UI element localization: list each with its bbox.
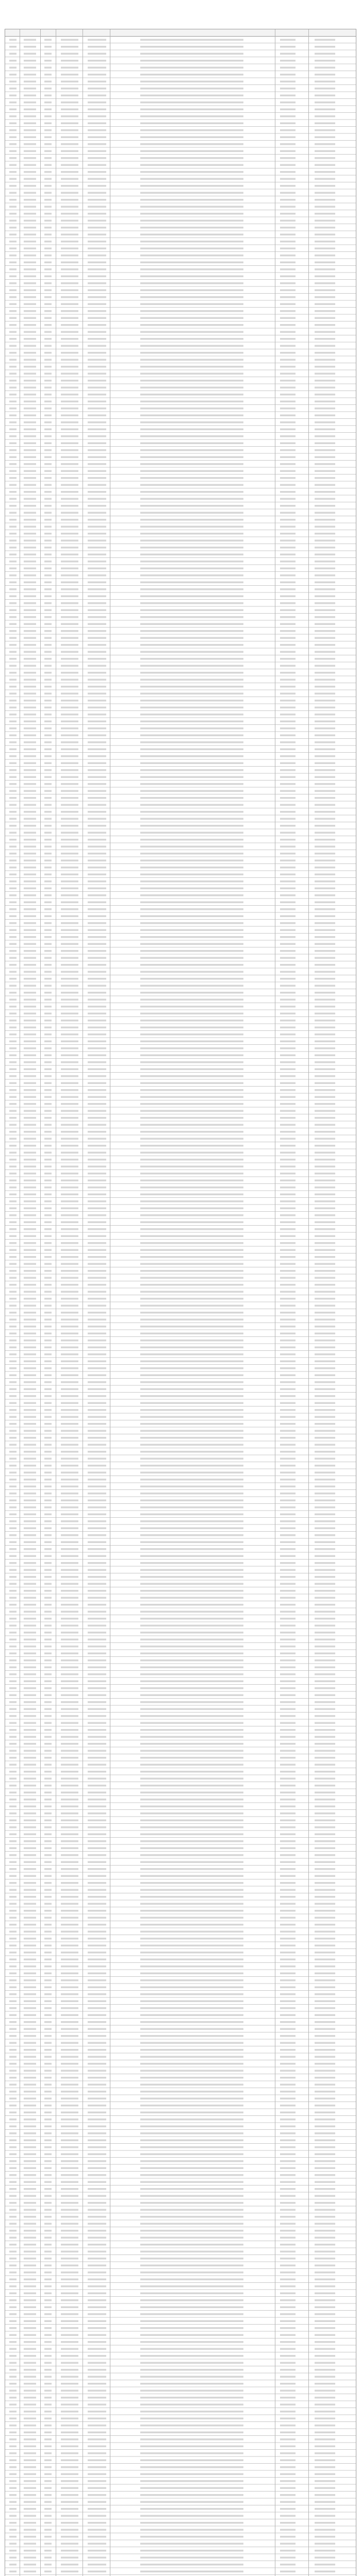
document-title xyxy=(5,6,356,27)
gender-column-text xyxy=(44,37,52,2576)
roster-table xyxy=(5,29,356,2576)
index-column-text xyxy=(9,37,17,2576)
grade-column-text xyxy=(280,37,296,2576)
column-divider xyxy=(40,29,41,2576)
category-column-text xyxy=(88,37,106,2576)
name-column-text xyxy=(24,37,36,2576)
table-header-row xyxy=(5,29,356,37)
column-divider xyxy=(308,29,309,2576)
remark-column-text xyxy=(315,37,335,2576)
date-column-text xyxy=(61,37,78,2576)
organization-column-text xyxy=(140,37,243,2576)
